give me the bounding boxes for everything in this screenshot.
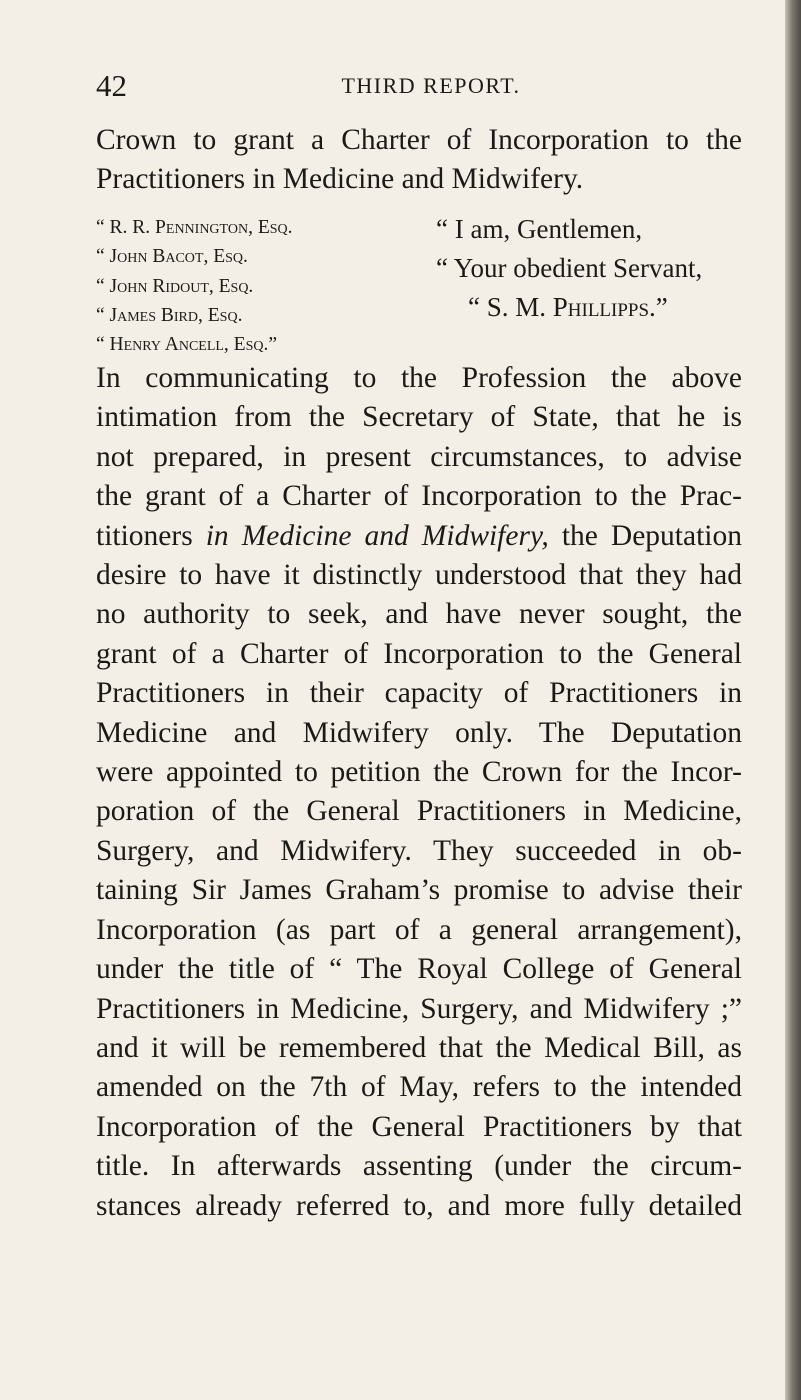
addressee: “ John Bacot, Esq. [96, 246, 248, 268]
text-line: amended on the 7th of May, refers to the intended [96, 1071, 742, 1104]
letter-closing [420, 210, 750, 327]
text-line-content: In communicating to the Profession the above [96, 362, 742, 394]
page-number: 42 [96, 68, 127, 103]
closing-servant: “ Your obedient Servant, [436, 253, 703, 283]
text-line: Surgery, and Midwifery. They succeeded in ob- [96, 834, 742, 867]
closing-salutation: “ I am, Gentlemen, [436, 214, 643, 244]
text-line: taining Sir James Graham’s promise to advise their [96, 874, 742, 907]
text-line [96, 359, 742, 398]
text-line: grant of a Charter of Incorporation to the General [96, 637, 742, 670]
text-line: were appointed to petition the Crown for the Incor- [96, 756, 742, 789]
text-line: under the title of “ The Royal College of General [96, 953, 742, 986]
text-line: Incorporation (as part of a general arrangement), [96, 913, 742, 946]
text-line: Practitioners in Medicine and Midwifery. [96, 163, 584, 196]
text-line: Crown to grant a Charter of Incorporation to the [96, 124, 742, 156]
main-paragraph [96, 359, 742, 1226]
text-line: intimation from the Secretary of State, that he is [96, 401, 742, 434]
text-line: stances already referred to, and more fully detailed [96, 1189, 742, 1222]
text-line: Medicine and Midwifery only. The Deputation [96, 716, 742, 749]
text-line: the grant of a Charter of Incorporation to the Prac- [96, 480, 742, 513]
addressee: “ James Bird, Esq. [96, 304, 243, 326]
page-edge-shadow [785, 0, 801, 1400]
text-line: Practitioners in their capacity of Practitioners in [96, 677, 742, 710]
text-line: and it will be remembered that the Medical Bill, as [96, 1031, 742, 1064]
text-line: title. In afterwards assenting (under the circum- [96, 1150, 742, 1183]
intro-paragraph [96, 121, 742, 200]
text-line: not prepared, in present circumstances, to advise [96, 440, 742, 473]
signature: “ S. M. Phillipps.” [468, 292, 668, 322]
text-line: Practitioners in Medicine, Surgery, and Midwifery ;” [96, 992, 742, 1025]
addressee: “ Henry Ancell, Esq.” [96, 334, 278, 356]
text-line: no authority to seek, and have never sought, the [96, 598, 742, 631]
text-line: desire to have it distinctly understood that they had [96, 559, 742, 592]
text-line [96, 517, 742, 556]
running-head [96, 66, 736, 106]
addressee: “ R. R. Pennington, Esq. [96, 217, 293, 238]
italic-phrase: in Medicine and Midwifery, [205, 519, 549, 552]
addressee: “ John Ridout, Esq. [96, 275, 254, 297]
text-line: Incorporation of the General Practitioners by that [96, 1110, 742, 1143]
addressee-list [96, 213, 396, 359]
running-title: THIRD REPORT. [341, 73, 521, 98]
text-fragment: the Deputation [548, 519, 742, 552]
text-line: poration of the General Practitioners in Medicine, [96, 795, 742, 828]
text-fragment: titioners [96, 519, 206, 552]
